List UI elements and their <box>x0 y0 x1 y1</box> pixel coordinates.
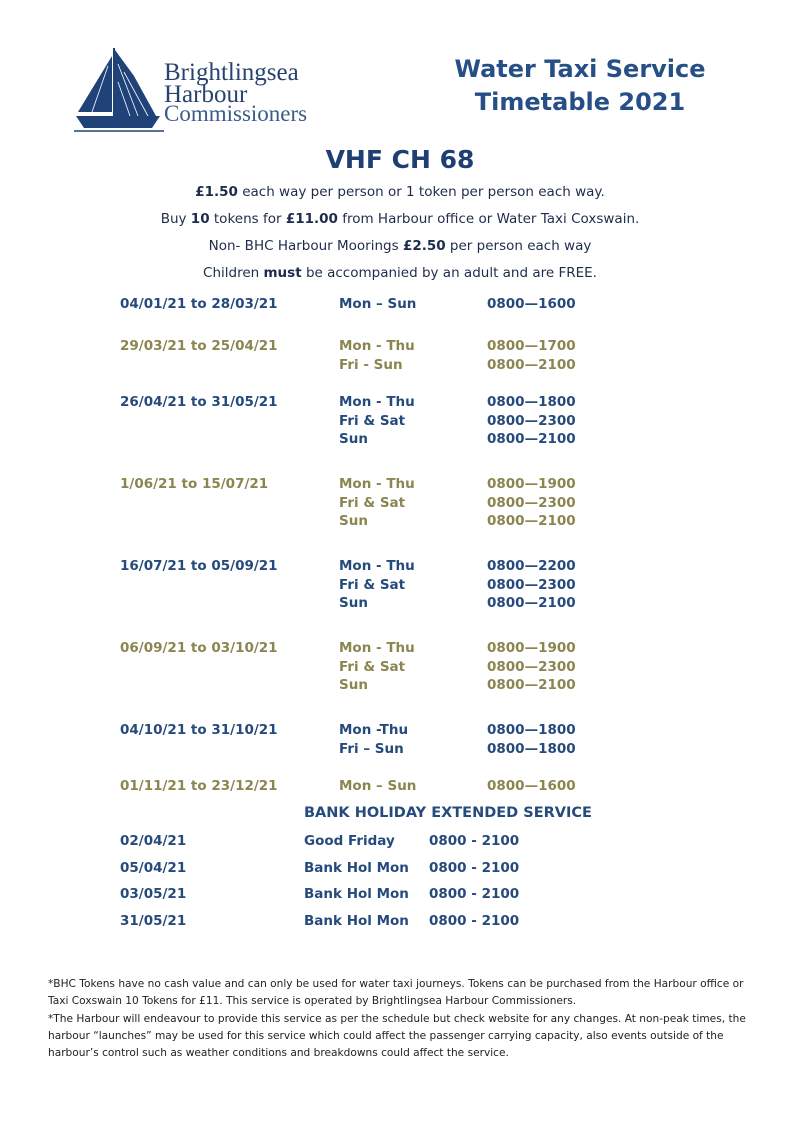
fare-highlight: £1.50 <box>195 184 238 200</box>
vhf-channel-heading: VHF CH 68 <box>325 145 475 174</box>
period-days: Fri & Sat <box>339 412 406 429</box>
page-title-line1: Water Taxi Service <box>454 55 706 83</box>
period-times: 0800—1600 <box>487 778 576 794</box>
fare-text: Children <box>203 265 264 281</box>
fare-line <box>0 211 800 227</box>
logo-text-line1: Brightlingsea <box>164 59 299 86</box>
period-days: Fri - Sun <box>339 356 403 373</box>
period-times: 0800—2100 <box>487 677 576 693</box>
page-title-line2: Timetable 2021 <box>474 88 686 116</box>
period-dates: 16/07/21 to 05/09/21 <box>120 558 278 574</box>
period-times: 0800—2300 <box>487 658 576 675</box>
footnote-tokens: *BHC Tokens have no cash value and can only be used for water taxi journeys. Tokens can be purchased from the Harbour office or Taxi Coxswain 10 Tokens for £11. This service is operated by Brightlingsea Harbour Commissioners. <box>48 978 744 1007</box>
logo-text-line3: Commissioners <box>164 101 308 126</box>
period-days: Mon - Thu <box>339 476 415 492</box>
sailboat-logo-icon <box>74 46 164 132</box>
period-dates: 01/11/21 to 23/12/21 <box>120 778 278 794</box>
fare-highlight: must <box>263 265 302 281</box>
fare-highlight: £2.50 <box>402 238 446 254</box>
logo-text-line2: Harbour <box>164 81 248 108</box>
holiday-date: 02/04/21 <box>120 833 187 849</box>
period-days: Fri & Sat <box>339 494 406 511</box>
period-days: Mon -Thu <box>339 722 409 738</box>
holiday-date: 05/04/21 <box>120 859 187 876</box>
holiday-name: Bank Hol Mon <box>304 912 409 929</box>
period-days: Mon – Sun <box>339 778 417 794</box>
fare-text: Buy <box>160 211 191 227</box>
period-times: 0800—2300 <box>487 494 576 511</box>
fare-text: from Harbour office or Water Taxi Coxswain. <box>337 211 640 227</box>
period-dates: 26/04/21 to 31/05/21 <box>120 394 278 410</box>
period-times: 0800—2100 <box>487 595 576 611</box>
bank-holiday-heading: BANK HOLIDAY EXTENDED SERVICE <box>304 805 592 821</box>
fare-highlight: 10 <box>190 211 210 227</box>
holiday-times: 0800 - 2100 <box>429 912 520 929</box>
fare-text: tokens for <box>209 211 286 227</box>
period-days: Mon - Thu <box>339 640 415 656</box>
period-times: 0800—2300 <box>487 576 576 593</box>
period-days: Sun <box>339 513 368 529</box>
period-times: 0800—2100 <box>487 513 576 529</box>
period-days: Sun <box>339 677 368 693</box>
period-days: Fri – Sun <box>339 740 404 757</box>
period-times: 0800—2100 <box>487 431 576 447</box>
period-days: Mon – Sun <box>339 296 417 312</box>
period-times: 0800—1800 <box>487 394 576 410</box>
period-times: 0800—1800 <box>487 740 576 757</box>
period-times: 0800—1700 <box>487 338 576 354</box>
period-times: 0800—1900 <box>487 640 576 656</box>
period-times: 0800—1800 <box>487 722 576 738</box>
holiday-times: 0800 - 2100 <box>429 859 520 876</box>
period-dates: 1/06/21 to 15/07/21 <box>120 476 269 492</box>
period-dates: 04/01/21 to 28/03/21 <box>120 296 278 312</box>
period-dates: 06/09/21 to 03/10/21 <box>120 640 278 656</box>
holiday-name: Bank Hol Mon <box>304 859 409 876</box>
holiday-date: 03/05/21 <box>120 886 187 902</box>
holiday-name: Bank Hol Mon <box>304 886 409 902</box>
period-times: 0800—2100 <box>487 356 576 373</box>
fare-text: each way per person or 1 token per person each way. <box>237 184 605 200</box>
fare-line <box>0 238 800 254</box>
period-days: Fri & Sat <box>339 576 406 593</box>
holiday-times: 0800 - 2100 <box>429 886 520 902</box>
fare-text: per person each way <box>445 238 592 254</box>
fare-text: be accompanied by an adult and are FREE. <box>301 265 597 281</box>
fare-line <box>0 265 800 281</box>
fare-text: Non- BHC Harbour Moorings <box>208 238 403 254</box>
period-dates: 29/03/21 to 25/04/21 <box>120 338 278 354</box>
period-times: 0800—1900 <box>487 476 576 492</box>
period-times: 0800—1600 <box>487 296 576 312</box>
period-days: Mon - Thu <box>339 558 415 574</box>
period-days: Mon - Thu <box>339 338 415 354</box>
fare-highlight: £11.00 <box>285 211 338 227</box>
period-days: Sun <box>339 431 368 447</box>
period-times: 0800—2300 <box>487 412 576 429</box>
period-dates: 04/10/21 to 31/10/21 <box>120 722 278 738</box>
holiday-date: 31/05/21 <box>120 912 187 929</box>
footnote-disclaimer: *The Harbour will endeavour to provide this service as per the schedule but check website for any changes. At non-peak times, the harbour “launches” may be used for this service which could affect the passenger carrying capacity, also events outside of the harbour’s control such as weather conditions and breakdowns could affect the service. <box>48 1013 746 1059</box>
period-times: 0800—2200 <box>487 558 576 574</box>
holiday-name: Good Friday <box>304 833 395 849</box>
holiday-times: 0800 - 2100 <box>429 833 520 849</box>
period-days: Sun <box>339 595 368 611</box>
fare-line <box>0 184 800 200</box>
period-days: Mon - Thu <box>339 394 415 410</box>
period-days: Fri & Sat <box>339 658 406 675</box>
